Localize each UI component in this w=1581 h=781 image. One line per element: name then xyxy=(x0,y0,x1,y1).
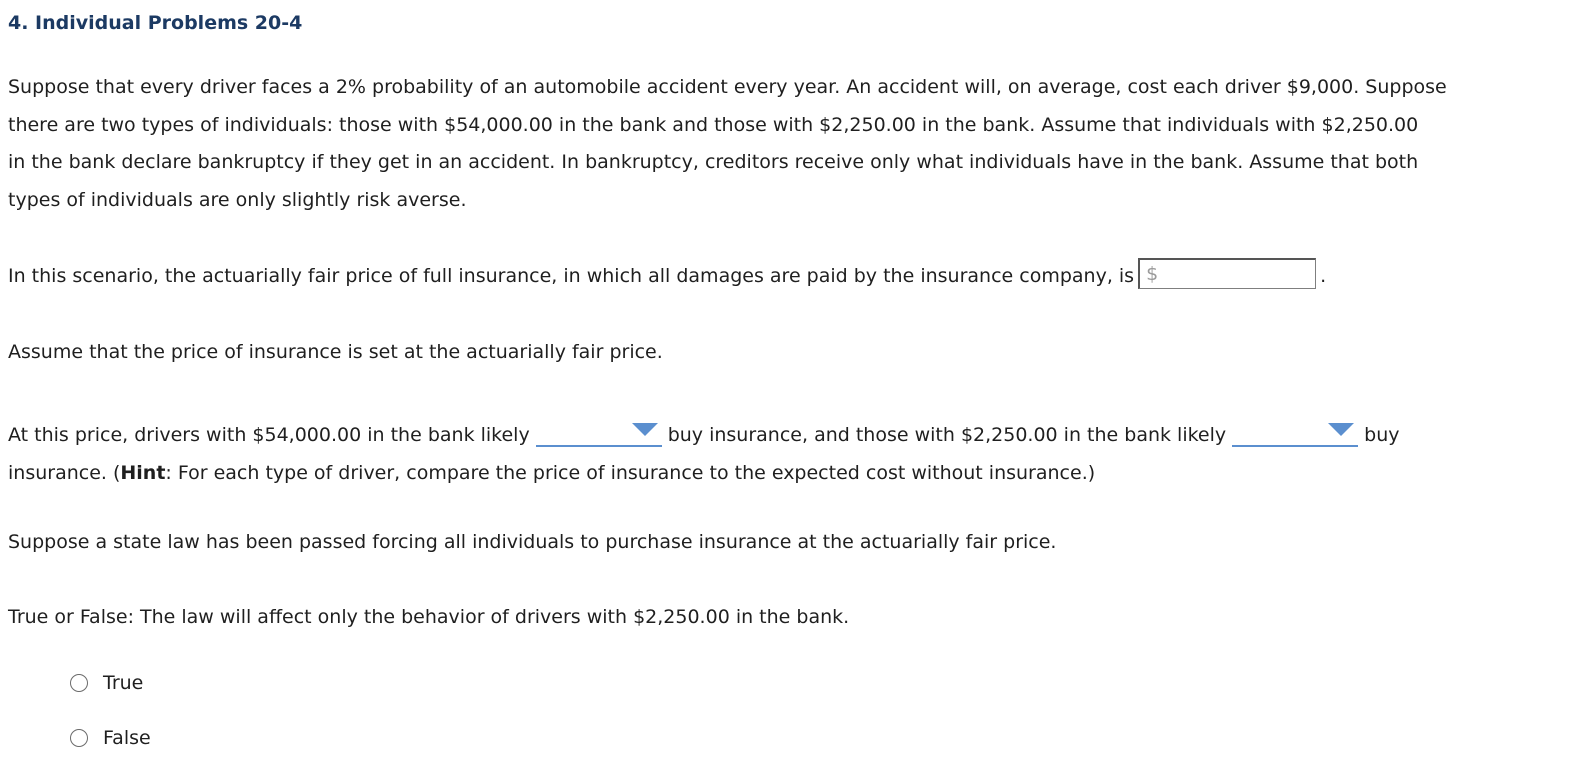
price-question-period: . xyxy=(1320,265,1327,287)
intro-line: there are two types of individuals: those with $54,000.00 in the bank and those with $2,250.00 in the bank. Assume that individuals with $2,250.00 xyxy=(8,113,1419,136)
price-question-text: In this scenario, the actuarially fair price of full insurance, in which all damages are paid by the insurance company, is xyxy=(8,265,1135,287)
chevron-down-icon xyxy=(632,423,658,436)
intro-line: types of individuals are only slightly risk averse. xyxy=(8,188,467,211)
dollar-sign: $ xyxy=(1146,263,1159,285)
price-input-box[interactable] xyxy=(1138,258,1316,289)
price-question xyxy=(8,258,1326,296)
likely-text-part1: At this price, drivers with $54,000.00 in the bank likely xyxy=(8,424,530,446)
assumption-text: Assume that the price of insurance is set at the actuarially fair price. xyxy=(8,341,663,363)
likely-question xyxy=(8,411,1400,492)
price-input[interactable] xyxy=(1162,260,1316,289)
radio-true[interactable] xyxy=(70,674,88,692)
option-false-label: False xyxy=(103,727,151,749)
radio-false[interactable] xyxy=(70,729,88,747)
dropdown-poor-drivers[interactable] xyxy=(1232,417,1358,447)
option-true-label: True xyxy=(103,672,144,694)
intro-line: Suppose that every driver faces a 2% probability of an automobile accident every year. An accident will, on average, cost each driver $9,000. Suppose xyxy=(8,76,1447,98)
likely-text-part2: buy insurance, and those with $2,250.00 in the bank likely xyxy=(667,424,1227,446)
problem-title: 4. Individual Problems 20-4 xyxy=(8,12,303,34)
option-false[interactable] xyxy=(70,726,151,750)
option-true[interactable] xyxy=(70,671,143,695)
hint-text: : For each type of driver, compare the price of insurance to the expected cost without insurance.) xyxy=(165,461,1096,484)
hint-label: Hint xyxy=(120,461,166,484)
law-text: Suppose a state law has been passed forcing all individuals to purchase insurance at the actuarially fair price. xyxy=(8,531,1057,553)
hint-prefix: insurance. ( xyxy=(8,461,121,484)
likely-question-line-1 xyxy=(8,411,1400,455)
likely-text-part3: buy xyxy=(1364,424,1400,446)
intro-paragraph xyxy=(8,69,1447,219)
true-false-question: True or False: The law will affect only the behavior of drivers with $2,250.00 in the bank. xyxy=(8,606,850,628)
chevron-down-icon xyxy=(1328,423,1354,436)
intro-line: in the bank declare bankruptcy if they get in an accident. In bankruptcy, creditors receive only what individuals have in the bank. Assume that both xyxy=(8,151,1419,173)
dropdown-rich-drivers[interactable] xyxy=(536,417,662,447)
likely-question-line-2 xyxy=(8,455,1400,493)
